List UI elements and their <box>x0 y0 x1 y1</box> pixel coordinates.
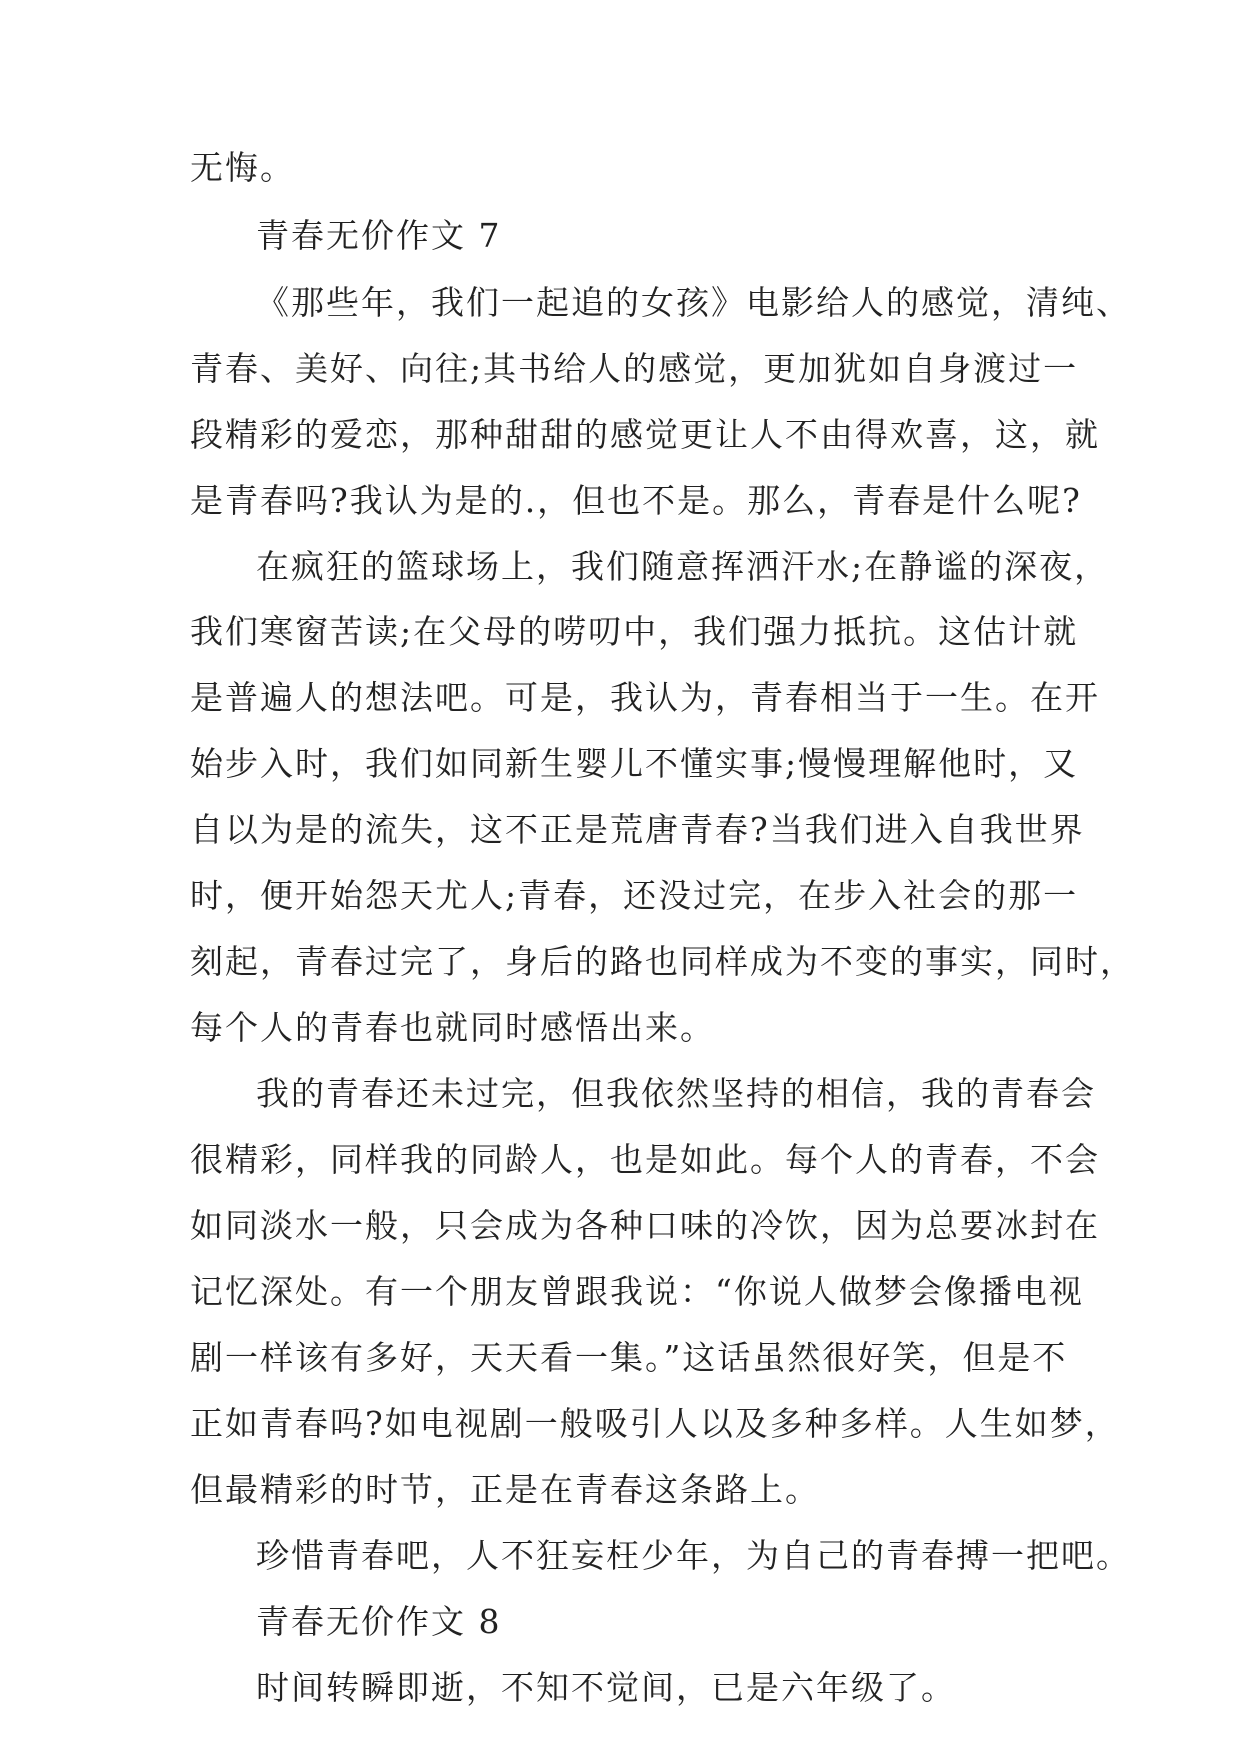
text-line: 段精彩的爱恋，那种甜甜的感觉更让人不由得欢喜，这，就 <box>190 415 1100 454</box>
text-line: 青春、美好、向往;其书给人的感觉，更加犹如自身渡过一 <box>190 349 1079 388</box>
text-line: 如同淡水一般，只会成为各种口味的冷饮，因为总要冰封在 <box>190 1206 1100 1245</box>
text-line: 是普遍人的想法吧。可是，我认为，青春相当于一生。在开 <box>190 678 1100 717</box>
text-line: 每个人的青春也就同时感悟出来。 <box>190 1008 715 1047</box>
text-line: 但最精彩的时节，正是在青春这条路上。 <box>190 1470 820 1509</box>
text-line: 无悔。 <box>190 148 295 187</box>
text-line: 我的青春还未过完，但我依然坚持的相信，我的青春会 <box>256 1074 1096 1113</box>
text-line: 时，便开始怨天尤人;青春，还没过完，在步入社会的那一 <box>190 876 1079 915</box>
text-line: 我们寒窗苦读;在父母的唠叨中，我们强力抵抗。这估计就 <box>190 612 1079 651</box>
text-line: 始步入时，我们如同新生婴儿不懂实事;慢慢理解他时，又 <box>190 744 1079 783</box>
text-line: 时间转瞬即逝，不知不觉间，已是六年级了。 <box>256 1668 956 1707</box>
text-line: 《那些年，我们一起追的女孩》电影给人的感觉，清纯、 <box>256 283 1131 322</box>
text-line: 珍惜青春吧，人不狂妄枉少年，为自己的青春搏一把吧。 <box>256 1536 1131 1575</box>
text-line: 在疯狂的篮球场上，我们随意挥洒汗水;在静谧的深夜， <box>256 547 1110 586</box>
text-line: 自以为是的流失，这不正是荒唐青春?当我们进入自我世界 <box>190 810 1085 849</box>
section-heading: 青春无价作文 7 <box>256 216 502 255</box>
text-line: 是青春吗?我认为是的.，但也不是。那么，青春是什么呢? <box>190 481 1082 520</box>
section-heading: 青春无价作文 8 <box>256 1602 502 1641</box>
text-line: 记忆深处。有一个朋友曾跟我说：“你说人做梦会像播电视 <box>190 1272 1084 1311</box>
text-line: 剧一样该有多好，天天看一集。”这话虽然很好笑，但是不 <box>190 1338 1068 1377</box>
text-line: 很精彩，同样我的同龄人，也是如此。每个人的青春，不会 <box>190 1140 1100 1179</box>
text-line: 刻起，青春过完了，身后的路也同样成为不变的事实，同时， <box>190 942 1135 981</box>
text-line: 正如青春吗?如电视剧一般吸引人以及多种多样。人生如梦， <box>190 1404 1120 1443</box>
